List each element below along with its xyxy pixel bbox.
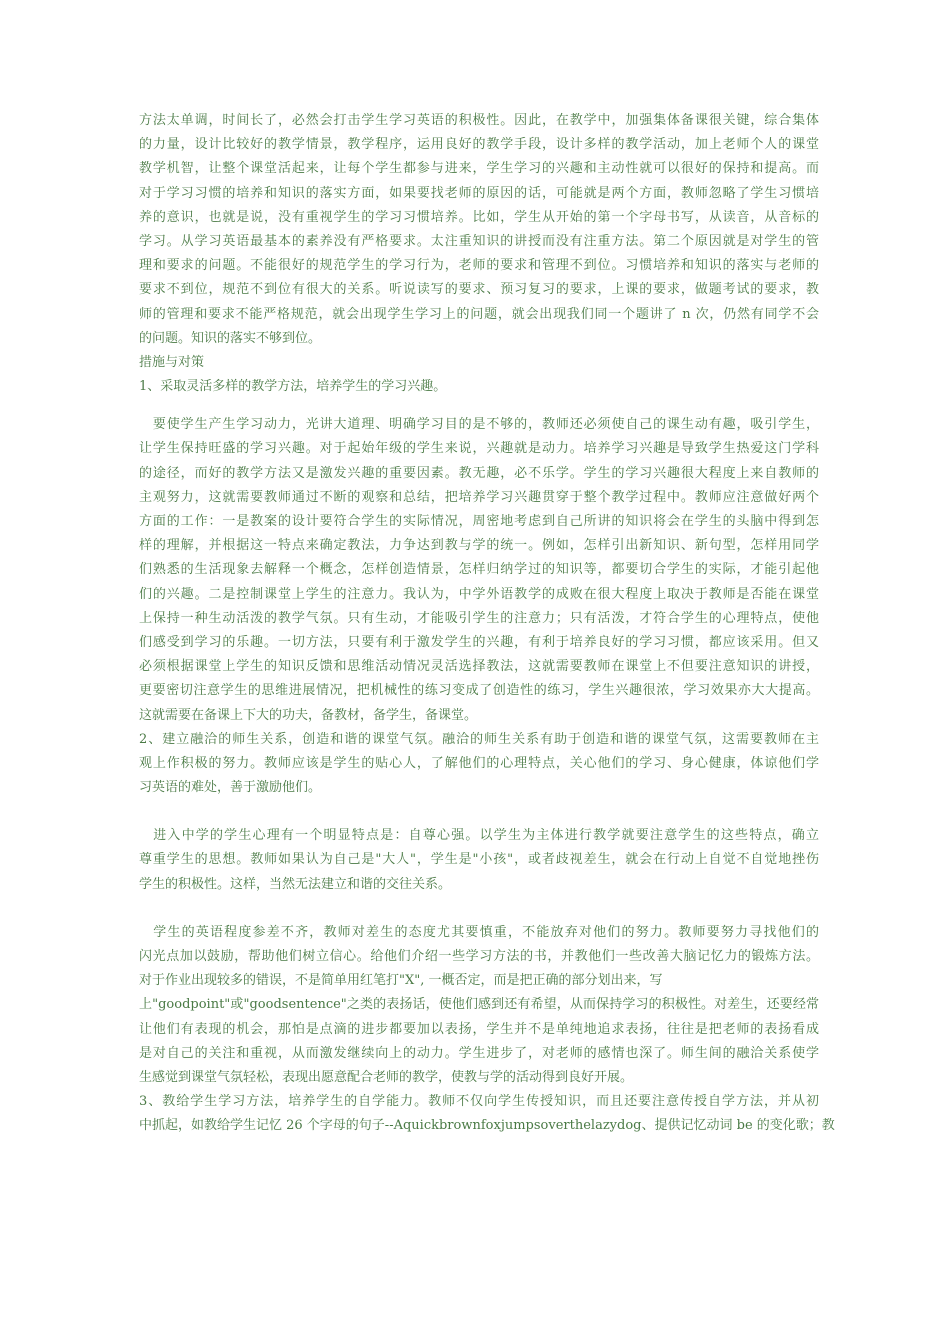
subheading-teaching-methods: 1、采取灵活多样的教学方法，培养学生的学习兴趣。 [139, 379, 447, 395]
text-line: 们的兴趣。二是控制课堂上学生的注意力。我认为，中学外语教学的成败在很大程度上取决于教师是否能在课堂 [139, 586, 819, 602]
text-line: 的力量，设计比较好的教学情景，教学程序，运用良好的教学手段，设计多样的教学活动，加上老师个人的课堂 [139, 137, 819, 153]
text-line: 理和要求的问题。不能很好的规范学生的学习行为，老师的要求和管理不到位。习惯培养和知识的落实与老师的 [139, 258, 819, 274]
document-body [139, 109, 835, 1139]
text-line: 学生的积极性。这样，当然无法建立和谐的交往关系。 [139, 876, 452, 892]
text-line: 主观努力，这就需要教师通过不断的观察和总结，把培养学习兴趣贯穿于整个教学过程中。教师应注意做好两个 [139, 489, 819, 505]
text-line: 养的意识，也就是说，没有重视学生的学习习惯培养。比如，学生从开始的第一个字母书写，从读音，从音标的 [139, 209, 819, 225]
text-line: 进入中学的学生心理有一个明显特点是：自尊心强。以学生为主体进行教学就要注意学生的这些特点，确立 [139, 828, 819, 844]
section-heading-measures: 措施与对策 [139, 354, 205, 370]
text-line: 这就需要在备课上下大的功夫，备教材，备学生，备课堂。 [139, 707, 478, 723]
text-line: 教学机智，让整个课堂活起来，让每个学生都参与进来，学生学习的兴趣和主动性就可以很好的保持和提高。而 [139, 161, 819, 177]
paragraph-self-esteem [139, 824, 819, 897]
paragraph-interest [139, 413, 819, 727]
paragraph-learning-methods [139, 1090, 835, 1138]
text-line: 更要密切注意学生的思维进展情况，把机械性的练习变成了创造性的练习，学生兴趣很浓，学习效果亦大大提高。 [139, 683, 819, 699]
text-line: 3、教给学生学习方法，培养学生的自学能力。教师不仅向学生传授知识，而且还要注意传授自学方法，并从初 [139, 1094, 819, 1110]
text-line: 对于学习习惯的培养和知识的落实方面，如果要找老师的原因的话，可能就是两个方面，教师忽略了学生习惯培 [139, 185, 819, 201]
text-line: 样的理解，并根据这一特点来确定教法，力争达到教与学的统一。例如，怎样引出新知识、新句型，怎样用同学 [139, 538, 819, 554]
text-line: 们感受到学习的乐趣。一切方法，只要有利于激发学生的兴趣，有利于培养良好的学习习惯，都应该采用。但又 [139, 634, 819, 650]
text-line: 让学生保持旺盛的学习兴趣。对于起始年级的学生来说，兴趣就是动力。培养学习兴趣是导致学生热爱这门学科 [139, 441, 819, 457]
paragraph-spacer [139, 800, 819, 824]
paragraph-weak-students [139, 921, 819, 1090]
paragraph-teacher-student-relations [139, 728, 819, 801]
text-line: 2、建立融洽的师生关系，创造和谐的课堂气氛。融洽的师生关系有助于创造和谐的课堂气氛，这需要教师在主 [139, 731, 819, 747]
text-line: 中抓起，如教给学生记忆 26 个字母的句子--Aquickbrownfoxjumpsoverthelazydog、提供记忆动词 be 的变化歌；教 [139, 1118, 835, 1134]
text-line: 要求不到位，规范不到位有很大的关系。听说读写的要求、预习复习的要求，上课的要求，做题考试的要求，教 [139, 282, 819, 298]
text-line: 方面的工作：一是教案的设计要符合学生的实际情况，周密地考虑到自己所讲的知识将会在学生的头脑中得到怎 [139, 514, 819, 529]
text-line: 学生的英语程度参差不齐，教师对差生的态度尤其要慎重，不能放弃对他们的努力。教师要努力寻找他们的 [139, 924, 819, 940]
paragraph-spacer [139, 897, 819, 921]
text-line: 是对自己的关注和重视，从而激发继续向上的动力。学生进步了，对老师的感情也深了。师生间的融洽关系使学 [139, 1045, 819, 1061]
text-line: 要使学生产生学习动力，光讲大道理、明确学习目的是不够的，教师还必须使自己的课生动有趣，吸引学生， [139, 417, 819, 433]
text-line: 的途径，而好的教学方法又是激发兴趣的重要因素。教无趣，必不乐学。学生的学习兴趣很大程度上来自教师的 [139, 465, 819, 481]
text-line: 上"goodpoint"或"goodsentence"之类的表扬话，使他们感到还有希望，从而保持学习的积极性。对差生，还要经常 [139, 997, 819, 1013]
text-line: 们熟悉的生活现象去解释一个概念，怎样创造情景，怎样归纳学过的知识等，都要切合学生的实际，才能引起他 [139, 562, 819, 578]
text-line: 习英语的难处，善于激励他们。 [139, 780, 322, 796]
text-line: 生感觉到课堂气氛轻松，表现出愿意配合老师的教学，使教与学的活动得到良好开展。 [139, 1069, 634, 1085]
paragraph-problem-analysis [139, 109, 819, 351]
text-line: 的问题。知识的落实不够到位。 [139, 330, 322, 346]
text-line: 闪光点加以鼓励，帮助他们树立信心。给他们介绍一些学习方法的书，并教他们一些改善大脑记忆力的锻炼方法。 [139, 949, 819, 964]
text-line: 上保持一种生动活泼的教学气氛。只有生动，才能吸引学生的注意力；只有活泼，才符合学生的心理特点，使他 [139, 610, 819, 626]
text-line: 观上作积极的努力。教师应该是学生的贴心人，了解他们的心理特点，关心他们的学习、身心健康，体谅他们学 [139, 755, 819, 771]
text-line: 对于作业出现较多的错误，不是简单用红笔打"X", 一概否定，而是把正确的部分划出来，写 [139, 973, 663, 989]
text-line: 师的管理和要求不能严格规范，就会出现学生学习上的问题，就会出现我们同一个题讲了 n 次，仍然有同学不会 [139, 306, 819, 322]
text-line: 尊重学生的思想。教师如果认为自己是"大人"，学生是"小孩"，或者歧视差生，就会在行动上自觉不自觉地挫伤 [139, 852, 819, 868]
paragraph-spacer [139, 399, 819, 413]
text-line: 学习。从学习英语最基本的素养没有严格要求。太注重知识的讲授而没有注重方法。第二个原因就是对学生的管 [139, 233, 819, 249]
text-line: 让他们有表现的机会，那怕是点滴的进步都要加以表扬，学生并不是单纯地追求表扬，往往是把老师的表扬看成 [139, 1021, 819, 1037]
text-line: 方法太单调，时间长了，必然会打击学生学习英语的积极性。因此，在教学中，加强集体备课很关键，综合集体 [139, 113, 819, 128]
text-line: 必须根据课堂上学生的知识反馈和思维活动情况灵活选择教法，这就需要教师在课堂上不但要注意知识的讲授， [139, 659, 819, 675]
